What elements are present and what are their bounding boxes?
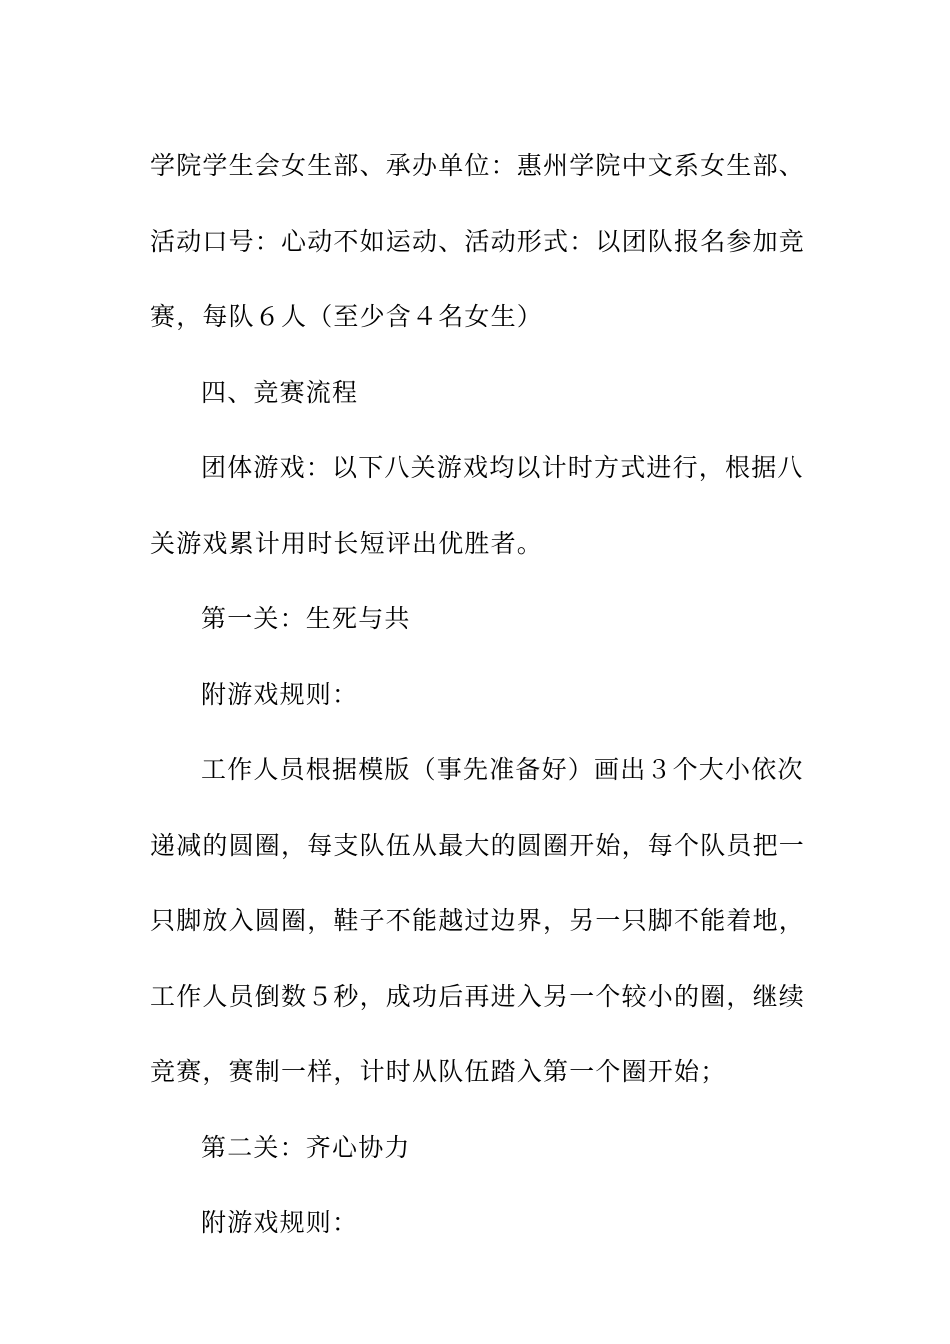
- organizer-paragraph: [150, 128, 806, 355]
- rules-label: [150, 1185, 800, 1261]
- text-line: 竞赛，赛制一样，计时从队伍踏入第一个圈开始；: [150, 1057, 727, 1086]
- team-game-paragraph: [150, 430, 804, 581]
- level-one-rules-paragraph: [150, 732, 806, 1110]
- text-line: 附游戏规则：: [201, 679, 359, 709]
- text-line: 活动口号：心动不如运动、活动形式：以团队报名参加竞: [150, 226, 806, 256]
- text-line: 第一关：生死与共: [201, 604, 411, 633]
- text-line: 附游戏规则：: [201, 1208, 359, 1237]
- text-line: 工作人员根据模版（事先准备好）画出３个大小依次: [201, 755, 804, 784]
- rules-label: [150, 657, 800, 733]
- text-line: 工作人员倒数５秒，成功后再进入另一个较小的圈，继续: [150, 981, 806, 1011]
- text-line: 递减的圆圈，每支队伍从最大的圆圈开始，每个队员把一: [150, 830, 806, 860]
- text-line: 团体游戏：以下八关游戏均以计时方式进行，根据八: [201, 453, 804, 482]
- text-line: 赛，每队６人（至少含４名女生）: [150, 302, 544, 331]
- text-line: 学院学生会女生部、承办单位：惠州学院中文系女生部、: [150, 151, 806, 180]
- text-line: 四、竞赛流程: [201, 377, 359, 407]
- level-one-heading: [150, 581, 800, 657]
- document-body: [150, 128, 806, 1261]
- section-heading: [150, 355, 800, 431]
- level-two-heading: [150, 1110, 800, 1186]
- text-line: 只脚放入圆圈，鞋子不能越过边界，另一只脚不能着地，: [150, 906, 806, 935]
- text-line: 第二关：齐心协力: [201, 1132, 411, 1162]
- text-line: 关游戏累计用时长短评出优胜者。: [150, 528, 544, 558]
